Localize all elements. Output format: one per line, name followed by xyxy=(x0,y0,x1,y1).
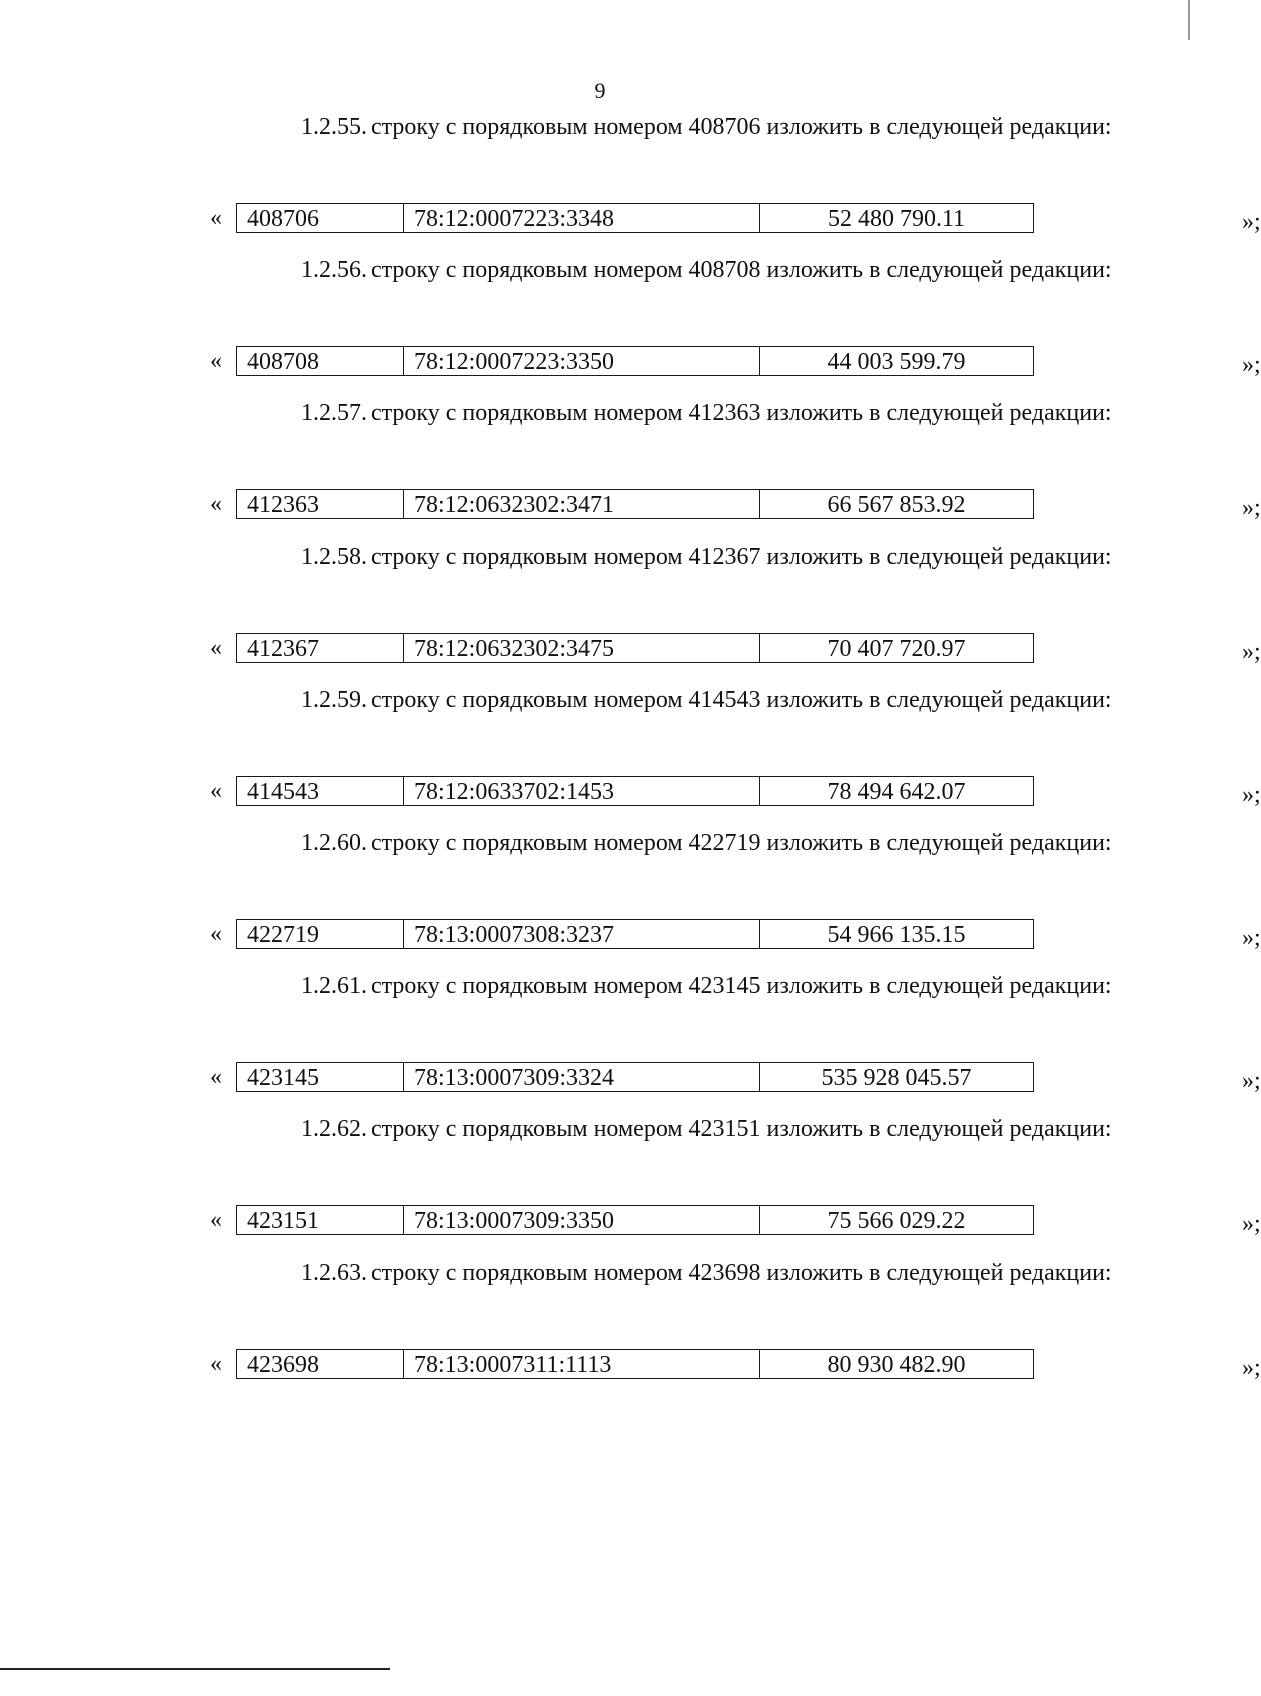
table-row xyxy=(237,347,1034,376)
open-quote: « xyxy=(210,1207,222,1233)
close-quote: »; xyxy=(1242,1211,1261,1237)
row-id-cell: 408706 xyxy=(237,204,404,233)
open-quote: « xyxy=(210,1064,222,1090)
amendment-paragraph xyxy=(229,1115,1129,1143)
table-row xyxy=(237,634,1034,663)
clause-text: строку с порядковым номером 412367 изложить в следующей редакции: xyxy=(371,544,1112,570)
clause-text: строку с порядковым номером 423151 изложить в следующей редакции: xyxy=(371,1116,1112,1142)
replacement-row xyxy=(210,203,1261,235)
page-edge-mark xyxy=(1188,0,1190,40)
row-table xyxy=(236,919,1034,949)
cadastral-value-cell: 66 567 853.92 xyxy=(760,490,1034,519)
clause-text: строку с порядковым номером 422719 изложить в следующей редакции: xyxy=(371,830,1112,856)
clause-number: 1.2.56. xyxy=(301,257,367,283)
close-quote: »; xyxy=(1242,782,1261,808)
amendment-entry xyxy=(0,543,1261,693)
cadastral-value-cell: 75 566 029.22 xyxy=(760,1206,1034,1235)
amendment-paragraph xyxy=(229,256,1129,284)
open-quote: « xyxy=(210,491,222,517)
cadastral-number-cell: 78:12:0632302:3475 xyxy=(404,634,760,663)
open-quote: « xyxy=(210,778,222,804)
open-quote: « xyxy=(210,921,222,947)
close-quote: »; xyxy=(1242,495,1261,521)
footer-rule xyxy=(0,1668,390,1670)
cadastral-value-cell: 54 966 135.15 xyxy=(760,920,1034,949)
amendment-paragraph xyxy=(229,399,1129,427)
replacement-row xyxy=(210,919,1261,951)
open-quote: « xyxy=(210,205,222,231)
cadastral-value-cell: 44 003 599.79 xyxy=(760,347,1034,376)
cadastral-number-cell: 78:12:0633702:1453 xyxy=(404,777,760,806)
clause-text: строку с порядковым номером 408708 изложить в следующей редакции: xyxy=(371,257,1112,283)
table-row xyxy=(237,777,1034,806)
clause-number: 1.2.63. xyxy=(301,1260,367,1286)
clause-number: 1.2.57. xyxy=(301,400,367,426)
table-row xyxy=(237,920,1034,949)
table-row xyxy=(237,1350,1034,1379)
open-quote: « xyxy=(210,348,222,374)
amendment-paragraph xyxy=(229,543,1129,571)
cadastral-number-cell: 78:13:0007308:3237 xyxy=(404,920,760,949)
table-row xyxy=(237,204,1034,233)
row-id-cell: 414543 xyxy=(237,777,404,806)
table-row xyxy=(237,490,1034,519)
row-id-cell: 408708 xyxy=(237,347,404,376)
row-id-cell: 412367 xyxy=(237,634,404,663)
close-quote: »; xyxy=(1242,639,1261,665)
table-row xyxy=(237,1206,1034,1235)
cadastral-value-cell: 52 480 790.11 xyxy=(760,204,1034,233)
close-quote: »; xyxy=(1242,352,1261,378)
row-table xyxy=(236,1062,1034,1092)
clause-text: строку с порядковым номером 412363 изложить в следующей редакции: xyxy=(371,400,1112,426)
amendment-paragraph xyxy=(229,113,1129,141)
close-quote: »; xyxy=(1242,209,1261,235)
cadastral-number-cell: 78:12:0007223:3350 xyxy=(404,347,760,376)
page-number: 9 xyxy=(594,78,606,103)
replacement-row xyxy=(210,1205,1261,1237)
cadastral-number-cell: 78:13:0007309:3350 xyxy=(404,1206,760,1235)
cadastral-number-cell: 78:12:0632302:3471 xyxy=(404,490,760,519)
clause-number: 1.2.61. xyxy=(301,973,367,999)
replacement-row xyxy=(210,489,1261,521)
close-quote: »; xyxy=(1242,1355,1261,1381)
clause-text: строку с порядковым номером 423145 изложить в следующей редакции: xyxy=(371,973,1112,999)
open-quote: « xyxy=(210,635,222,661)
close-quote: »; xyxy=(1242,1068,1261,1094)
amendment-paragraph xyxy=(229,1259,1129,1287)
row-id-cell: 423698 xyxy=(237,1350,404,1379)
amendment-entry xyxy=(0,399,1261,549)
cadastral-value-cell: 80 930 482.90 xyxy=(760,1350,1034,1379)
amendment-paragraph xyxy=(229,686,1129,714)
amendment-entry xyxy=(0,829,1261,979)
amendment-entry xyxy=(0,686,1261,836)
open-quote: « xyxy=(210,1351,222,1377)
row-table xyxy=(236,1205,1034,1235)
cadastral-number-cell: 78:13:0007309:3324 xyxy=(404,1063,760,1092)
row-table xyxy=(236,346,1034,376)
clause-text: строку с порядковым номером 423698 изложить в следующей редакции: xyxy=(371,1260,1112,1286)
clause-number: 1.2.60. xyxy=(301,830,367,856)
amendment-entry xyxy=(0,1259,1261,1409)
row-id-cell: 412363 xyxy=(237,490,404,519)
amendment-entry xyxy=(0,1115,1261,1265)
amendment-paragraph xyxy=(229,972,1129,1000)
replacement-row xyxy=(210,1062,1261,1094)
cadastral-value-cell: 70 407 720.97 xyxy=(760,634,1034,663)
clause-text: строку с порядковым номером 414543 изложить в следующей редакции: xyxy=(371,687,1112,713)
replacement-row xyxy=(210,633,1261,665)
row-table xyxy=(236,489,1034,519)
amendment-entry xyxy=(0,972,1261,1122)
table-row xyxy=(237,1063,1034,1092)
row-table xyxy=(236,633,1034,663)
close-quote: »; xyxy=(1242,925,1261,951)
row-table xyxy=(236,203,1034,233)
cadastral-value-cell: 78 494 642.07 xyxy=(760,777,1034,806)
row-id-cell: 423151 xyxy=(237,1206,404,1235)
row-table xyxy=(236,1349,1034,1379)
clause-number: 1.2.62. xyxy=(301,1116,367,1142)
replacement-row xyxy=(210,346,1261,378)
amendment-entry xyxy=(0,256,1261,406)
cadastral-value-cell: 535 928 045.57 xyxy=(760,1063,1034,1092)
amendment-paragraph xyxy=(229,829,1129,857)
clause-number: 1.2.59. xyxy=(301,687,367,713)
row-id-cell: 423145 xyxy=(237,1063,404,1092)
replacement-row xyxy=(210,1349,1261,1381)
clause-text: строку с порядковым номером 408706 изложить в следующей редакции: xyxy=(371,114,1112,140)
clause-number: 1.2.58. xyxy=(301,544,367,570)
row-id-cell: 422719 xyxy=(237,920,404,949)
cadastral-number-cell: 78:12:0007223:3348 xyxy=(404,204,760,233)
replacement-row xyxy=(210,776,1261,808)
row-table xyxy=(236,776,1034,806)
cadastral-number-cell: 78:13:0007311:1113 xyxy=(404,1350,760,1379)
amendment-entry xyxy=(0,113,1261,263)
clause-number: 1.2.55. xyxy=(301,114,367,140)
